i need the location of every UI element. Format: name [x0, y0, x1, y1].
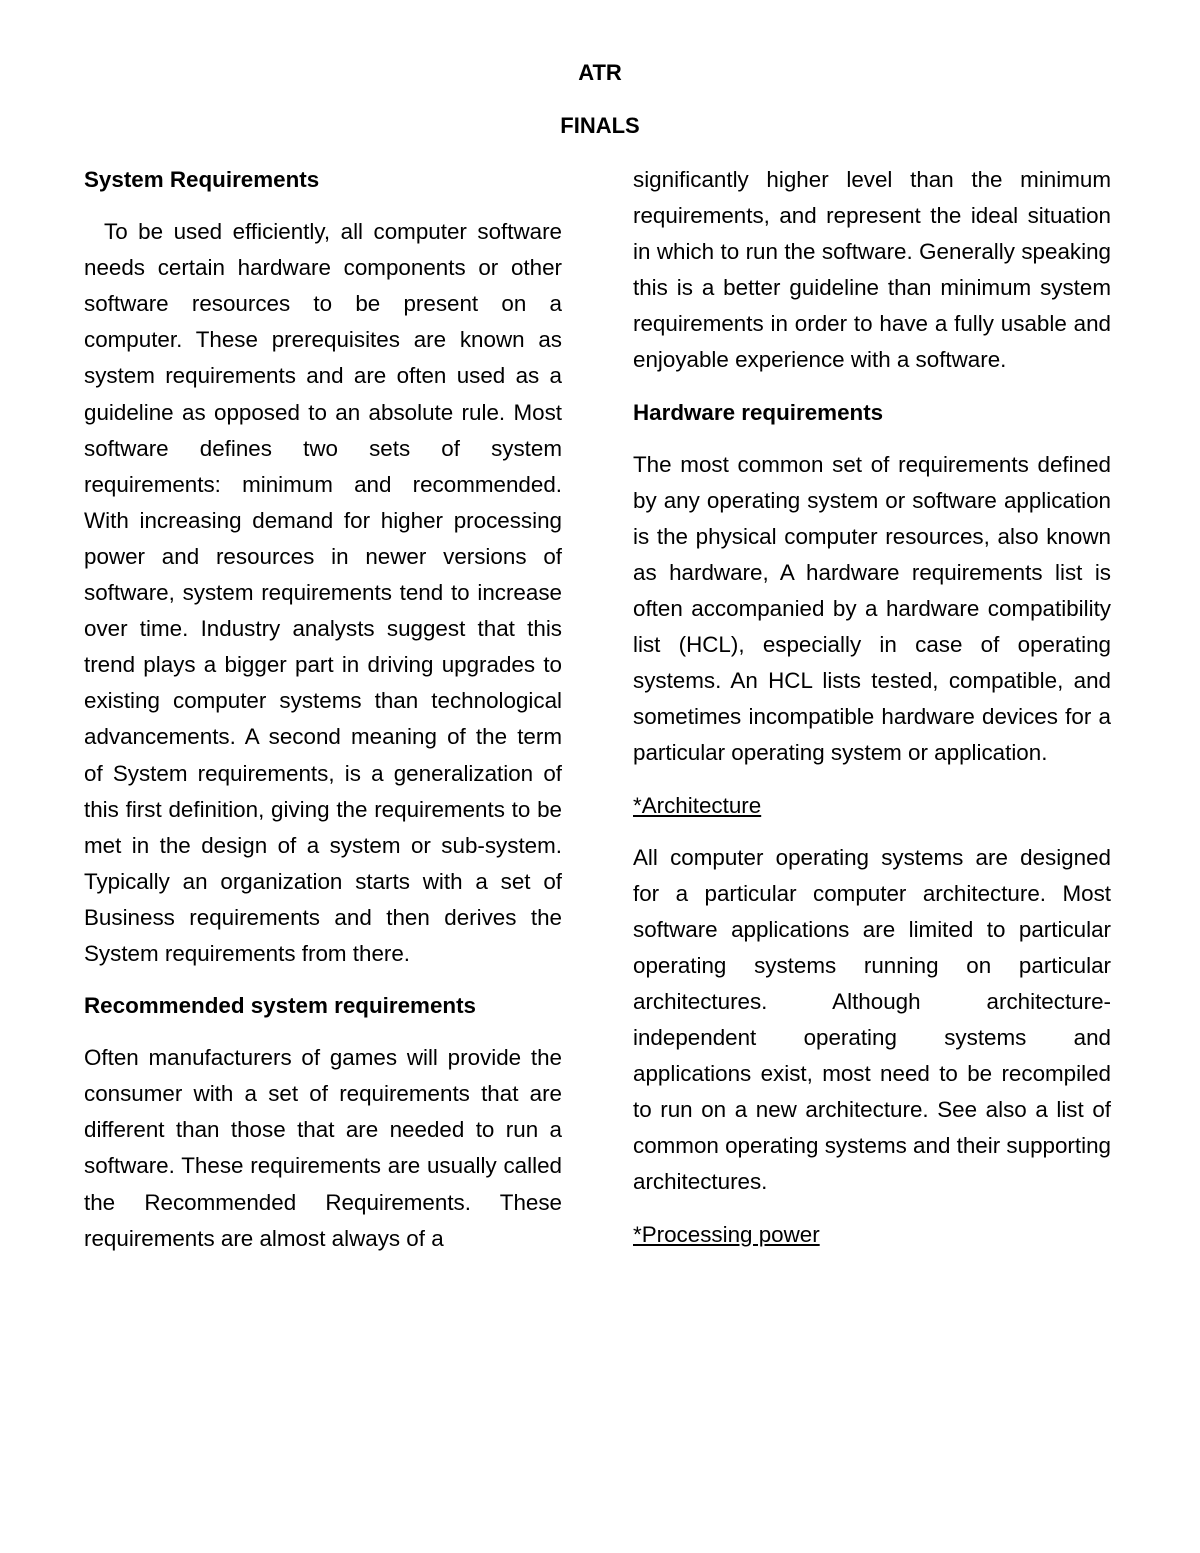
- paragraph-hardware: The most common set of requirements defined by any operating system or software application is the physical computer resources, also known as hardware, A hardware requirements list is often accompanied by a hardware compatibility list (HCL), especially in case of operating systems. An HCL lists tested, compatible, and sometimes incompatible hardware devices for a particular operating system or application.: [633, 451, 1111, 766]
- right-column: [633, 162, 1111, 1253]
- document-title: ATR: [578, 60, 622, 85]
- document-subtitle: FINALS: [560, 113, 640, 138]
- left-column: [84, 162, 562, 1257]
- section-heading-hardware: Hardware requirements: [633, 399, 884, 425]
- section-heading-system-requirements: System Requirements: [84, 167, 320, 192]
- paragraph-system-requirements: To be used efficiently, all computer software needs certain hardware components or other software resources to be present on a computer. These prerequisites are known as system requirements and are often used as a guideline as opposed to an absolute rule. Most software defines two sets of system requirements: minimum and recommended. With increasing demand for higher processing power and resources in newer versions of software, system requirements tend to increase over time. Industry analysts suggest that this trend plays a bigger part in driving upgrades to existing computer systems than technological advancements. A second meaning of the term of System requirements, is a generalization of this first definition, giving the requirements to be met in the design of a system or sub-system. Typically an organization starts with a set of Business requirements and then derives the System requirements from there.: [84, 219, 562, 966]
- subheading-processing-power: *Processing power: [633, 1221, 820, 1247]
- section-heading-recommended: Recommended system requirements: [84, 993, 476, 1019]
- paragraph-architecture: All computer operating systems are designed for a particular computer architecture. Most software applications are limited to particular operating systems running on particular architectures. Although architecture-independent operating systems and applications exist, most need to be recompiled to run on a new architecture. See also a list of common operating systems and their supporting architectures.: [633, 844, 1111, 1195]
- subheading-architecture: *Architecture: [633, 792, 762, 818]
- paragraph-recommended: Often manufacturers of games will provide the consumer with a set of requirements that are different than those that are needed to run a software. These requirements are usually called the Recommended Requirements. These requirements are almost always of a: [84, 1045, 562, 1251]
- paragraph-recommended-continued: significantly higher level than the minimum requirements, and represent the ideal situation in which to run the software. Generally speaking this is a better guideline than minimum system requirements in order to have a fully usable and enjoyable experience with a software.: [633, 167, 1111, 373]
